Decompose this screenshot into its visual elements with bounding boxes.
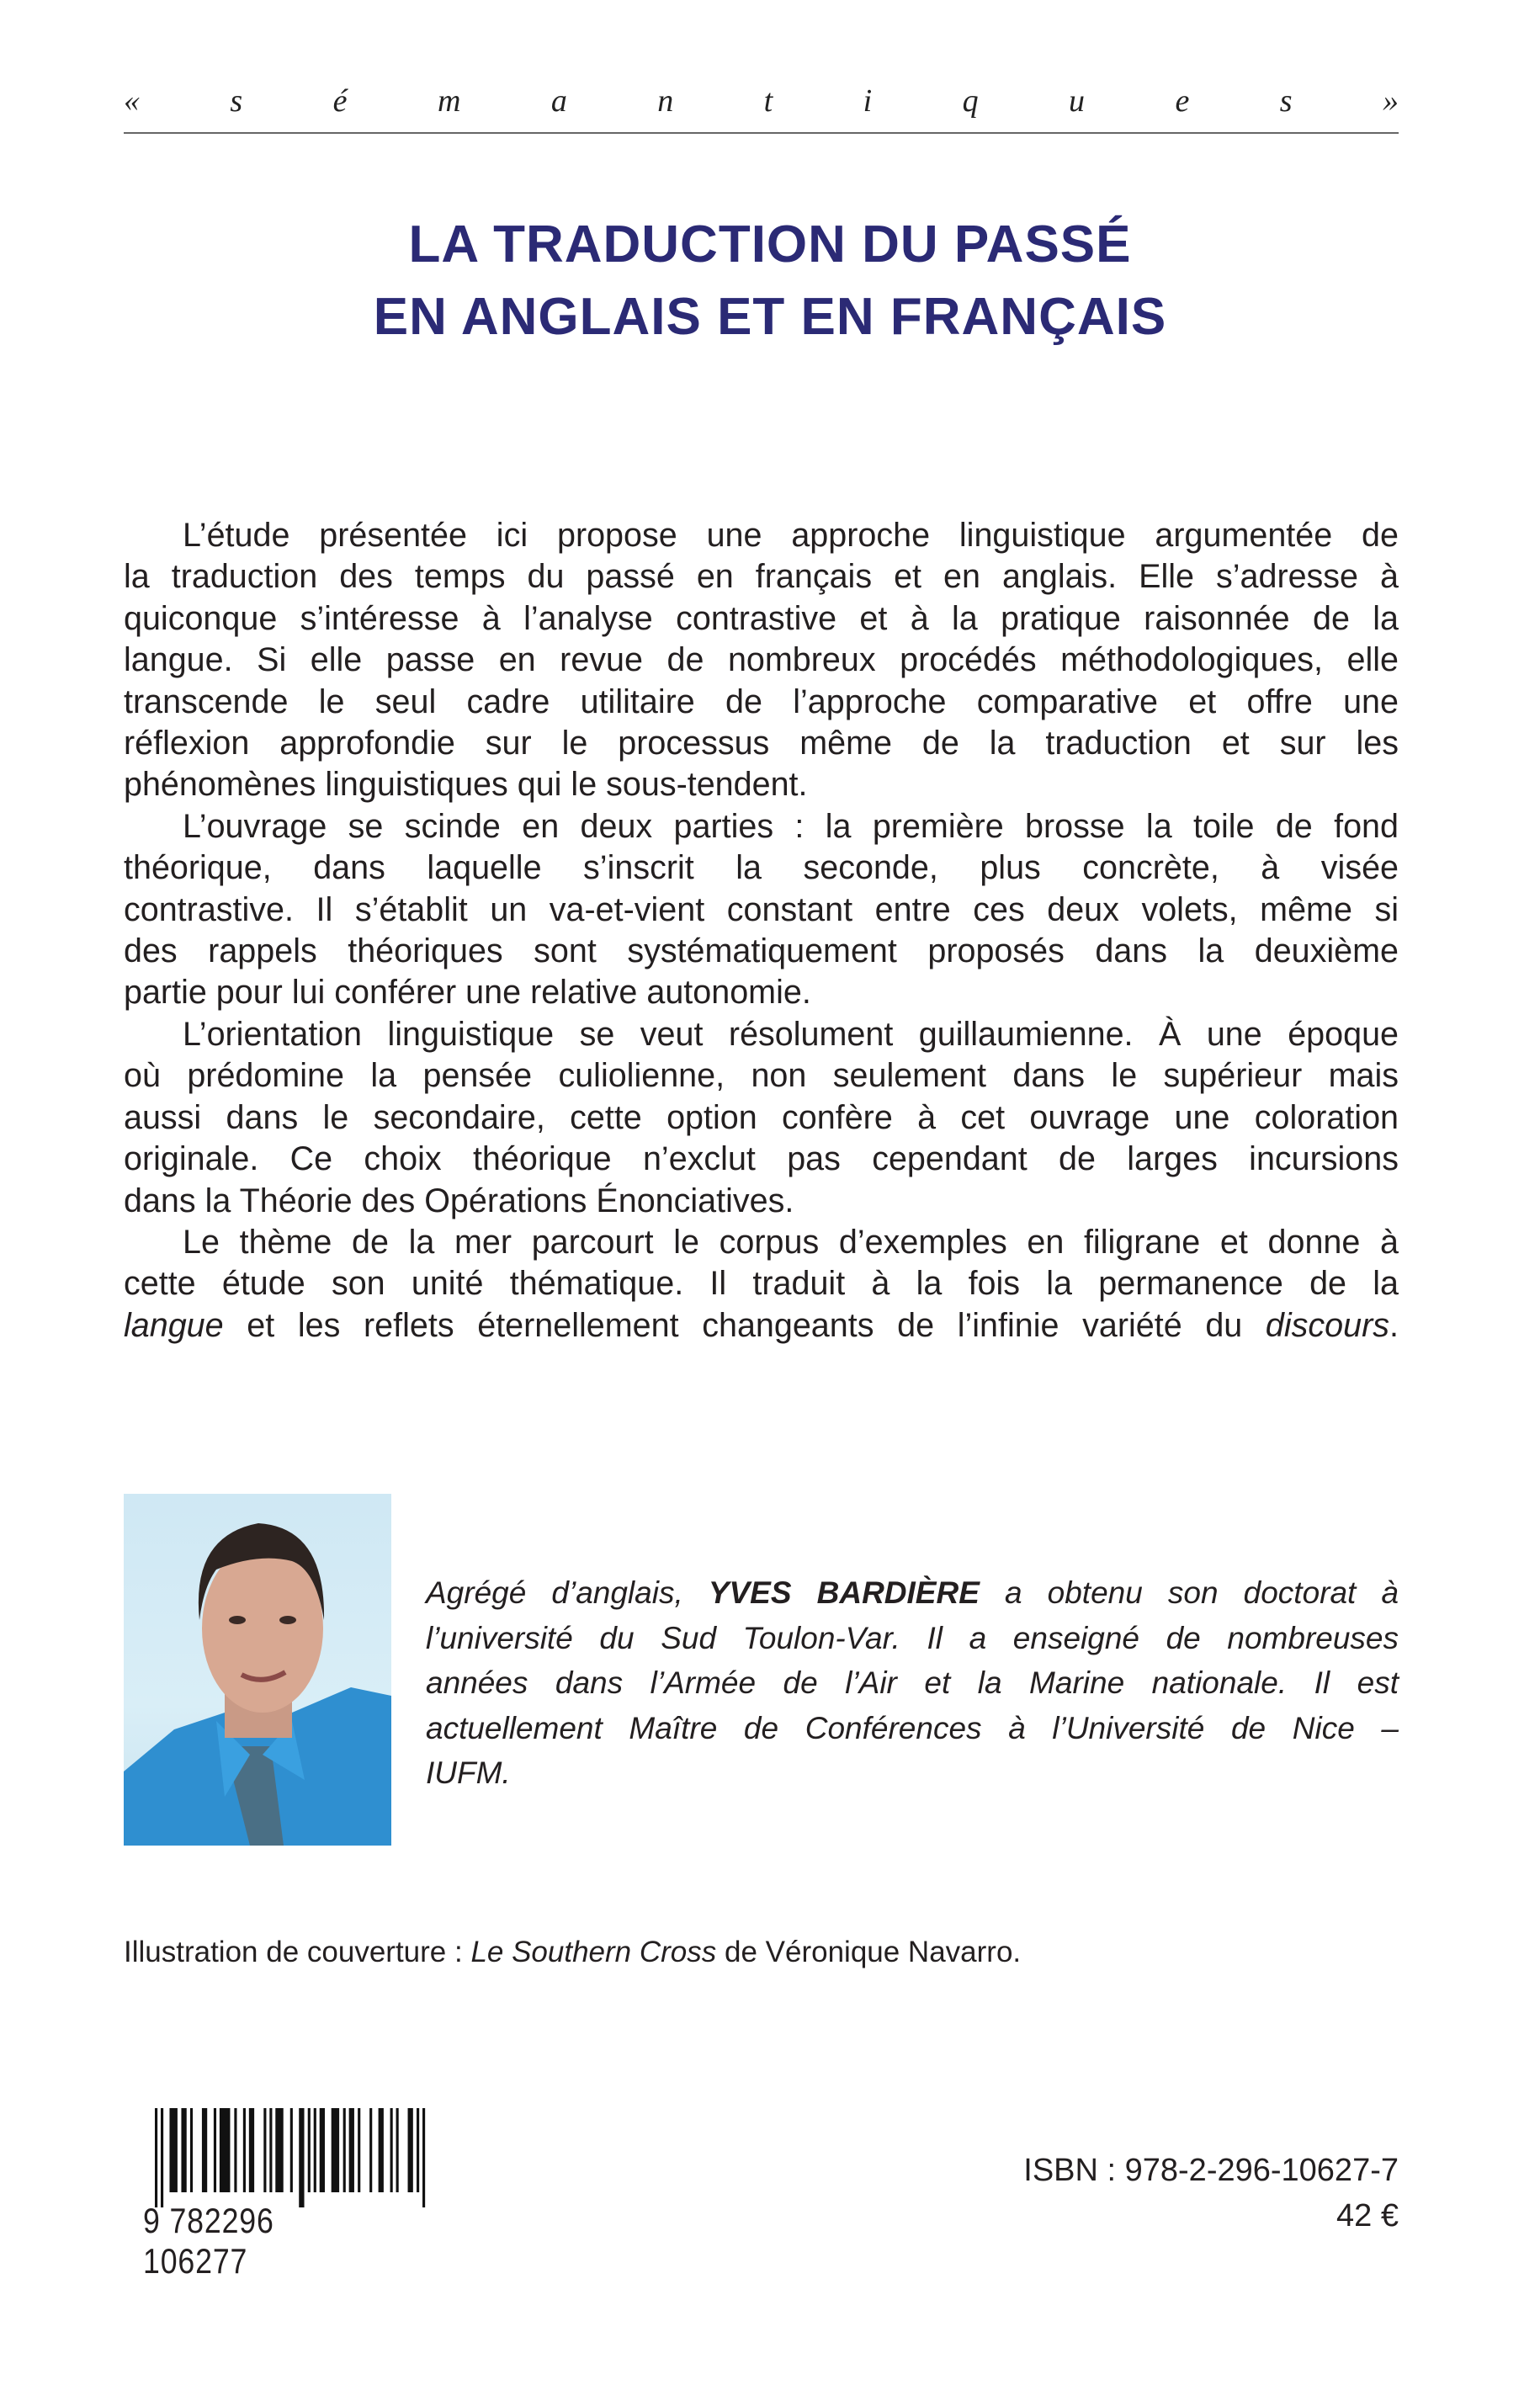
credit-artist: de Véronique Navarro. bbox=[716, 1936, 1022, 1968]
text-segment: et les reflets éternellement changeants de l’infinie variété du bbox=[223, 1306, 1266, 1344]
barcode-bar bbox=[332, 2108, 339, 2192]
price: 42 € bbox=[1336, 2198, 1399, 2234]
italic-word: discours bbox=[1265, 1306, 1390, 1344]
series-letter: s bbox=[1279, 83, 1293, 119]
series-letter: é bbox=[332, 83, 348, 119]
text-line: L’ouvrage se scinde en deux parties : la première brosse la toile de fond bbox=[183, 807, 1399, 845]
paragraph-4 bbox=[124, 1222, 1399, 1347]
text-line: L’orientation linguistique se veut résolument guillaumienne. À une époque bbox=[183, 1015, 1399, 1053]
barcode-bar bbox=[417, 2108, 419, 2192]
series-letter: m bbox=[437, 83, 461, 119]
barcode-bar bbox=[234, 2108, 236, 2192]
blurb bbox=[124, 515, 1399, 1347]
bio-suffix: a obtenu son doctorat à bbox=[979, 1575, 1399, 1610]
text-line: théorique, dans laquelle s’inscrit la seconde, plus concrète, à visée bbox=[124, 849, 1399, 887]
barcode-bar bbox=[349, 2108, 354, 2192]
text-line: quiconque s’intéresse à l’analyse contrastive et à la pratique raisonnée de la bbox=[124, 599, 1399, 637]
barcode-bar bbox=[249, 2108, 254, 2192]
barcode-bar bbox=[214, 2108, 216, 2192]
text-line: originale. Ce choix théorique n’exclut pas cependant de larges incursions bbox=[124, 1140, 1399, 1178]
barcode-bar bbox=[320, 2108, 325, 2192]
bio-line: l’université du Sud Toulon-Var. Il a enseigné de nombreuses bbox=[426, 1620, 1399, 1655]
title-line-1: LA TRADUCTION DU PASSÉ bbox=[408, 215, 1132, 274]
barcode-bars bbox=[155, 2108, 428, 2207]
bio-line bbox=[426, 1570, 1399, 1616]
barcode-bar bbox=[408, 2108, 413, 2192]
barcode-bar bbox=[269, 2108, 272, 2192]
barcode-bar bbox=[390, 2108, 393, 2192]
barcode-bar bbox=[161, 2108, 163, 2207]
series-name bbox=[124, 82, 1399, 120]
barcode-bar bbox=[396, 2108, 399, 2192]
text-line: aussi dans le secondaire, cette option confère à cet ouvrage une coloration bbox=[124, 1098, 1399, 1136]
barcode-bar bbox=[290, 2108, 293, 2192]
text-line: où prédomine la pensée culiolienne, non seulement dans le supérieur mais bbox=[124, 1057, 1399, 1095]
book-title bbox=[0, 209, 1540, 353]
series-letter: » bbox=[1382, 83, 1399, 119]
series-letter: n bbox=[657, 83, 674, 119]
barcode-digits: 9 782296 106277 bbox=[143, 2201, 274, 2281]
text-line: L’étude présentée ici propose une approche linguistique argumentée de bbox=[183, 517, 1399, 554]
barcode-bar bbox=[308, 2108, 311, 2192]
isbn-number: ISBN : 978-2-296-10627-7 bbox=[1023, 2153, 1399, 2188]
italic-word: langue bbox=[124, 1306, 224, 1344]
barcode-bar bbox=[358, 2108, 360, 2192]
text-line: réflexion approfondie sur le processus même de la traduction et sur les bbox=[124, 725, 1399, 762]
bio-prefix: Agrégé d’anglais, bbox=[426, 1575, 709, 1610]
text-segment: . bbox=[1389, 1306, 1399, 1344]
barcode-bar bbox=[202, 2108, 207, 2192]
text-line: contrastive. Il s’établit un va-et-vient constant entre ces deux volets, même si bbox=[124, 890, 1399, 928]
author-bio bbox=[426, 1570, 1399, 1796]
barcode-bar bbox=[155, 2108, 157, 2207]
barcode-bar bbox=[422, 2108, 425, 2207]
series-letter: t bbox=[763, 83, 773, 119]
author-portrait-image bbox=[124, 1494, 391, 1846]
text-line: phénomènes linguistiques qui le sous-tendent. bbox=[124, 766, 808, 804]
text-line: Le thème de la mer parcourt le corpus d’exemples en filigrane et donne à bbox=[183, 1223, 1399, 1261]
barcode bbox=[143, 2108, 428, 2281]
text-line bbox=[124, 1305, 1399, 1347]
barcode-bar bbox=[181, 2108, 186, 2192]
bio-line: années dans l’Armée de l’Air et la Marine nationale. Il est bbox=[426, 1665, 1399, 1701]
text-line: la traduction des temps du passé en français et en anglais. Elle s’adresse à bbox=[124, 558, 1399, 596]
series-letter: s bbox=[230, 83, 243, 119]
text-line: transcende le seul cadre utilitaire de l’approche comparative et offre une bbox=[124, 683, 1399, 720]
barcode-bar bbox=[190, 2108, 193, 2192]
cover-illustration-credit bbox=[124, 1936, 1021, 1969]
barcode-bar bbox=[169, 2108, 177, 2192]
barcode-bar bbox=[263, 2108, 266, 2192]
series-letter: q bbox=[962, 83, 979, 119]
barcode-bar bbox=[243, 2108, 246, 2192]
barcode-bar bbox=[343, 2108, 346, 2192]
text-line: cette étude son unité thématique. Il traduit à la fois la permanence de la bbox=[124, 1265, 1399, 1303]
bio-line: actuellement Maître de Conférences à l’Université de Nice – bbox=[426, 1710, 1399, 1745]
paragraph-1 bbox=[124, 515, 1399, 806]
series-letter: i bbox=[863, 83, 873, 119]
isbn-block bbox=[1023, 2148, 1399, 2239]
header-rule bbox=[124, 132, 1399, 134]
series-letter: u bbox=[1069, 83, 1086, 119]
barcode-bar bbox=[275, 2108, 283, 2192]
series-letter: « bbox=[124, 83, 140, 119]
text-line: dans la Théorie des Opérations Énonciatives. bbox=[124, 1182, 794, 1219]
author-name: YVES BARDIÈRE bbox=[708, 1575, 980, 1610]
barcode-bar bbox=[220, 2108, 231, 2192]
title-line-2: EN ANGLAIS ET EN FRANÇAIS bbox=[373, 288, 1167, 346]
barcode-bar bbox=[299, 2108, 304, 2207]
paragraph-3 bbox=[124, 1014, 1399, 1222]
bio-line: IUFM. bbox=[426, 1756, 511, 1791]
series-letter: a bbox=[550, 83, 567, 119]
author-photo bbox=[124, 1494, 391, 1846]
text-line: partie pour lui conférer une relative autonomie. bbox=[124, 974, 811, 1012]
series-letter: e bbox=[1175, 83, 1190, 119]
text-line: des rappels théoriques sont systématiquement proposés dans la deuxième bbox=[124, 932, 1399, 970]
credit-label: Illustration de couverture : bbox=[124, 1936, 471, 1968]
barcode-bar bbox=[369, 2108, 372, 2192]
text-line: langue. Si elle passe en revue de nombreux procédés méthodologiques, elle bbox=[124, 641, 1399, 679]
barcode-bar bbox=[314, 2108, 316, 2192]
barcode-bar bbox=[379, 2108, 384, 2192]
credit-work: Le Southern Cross bbox=[470, 1936, 717, 1968]
paragraph-2 bbox=[124, 806, 1399, 1014]
